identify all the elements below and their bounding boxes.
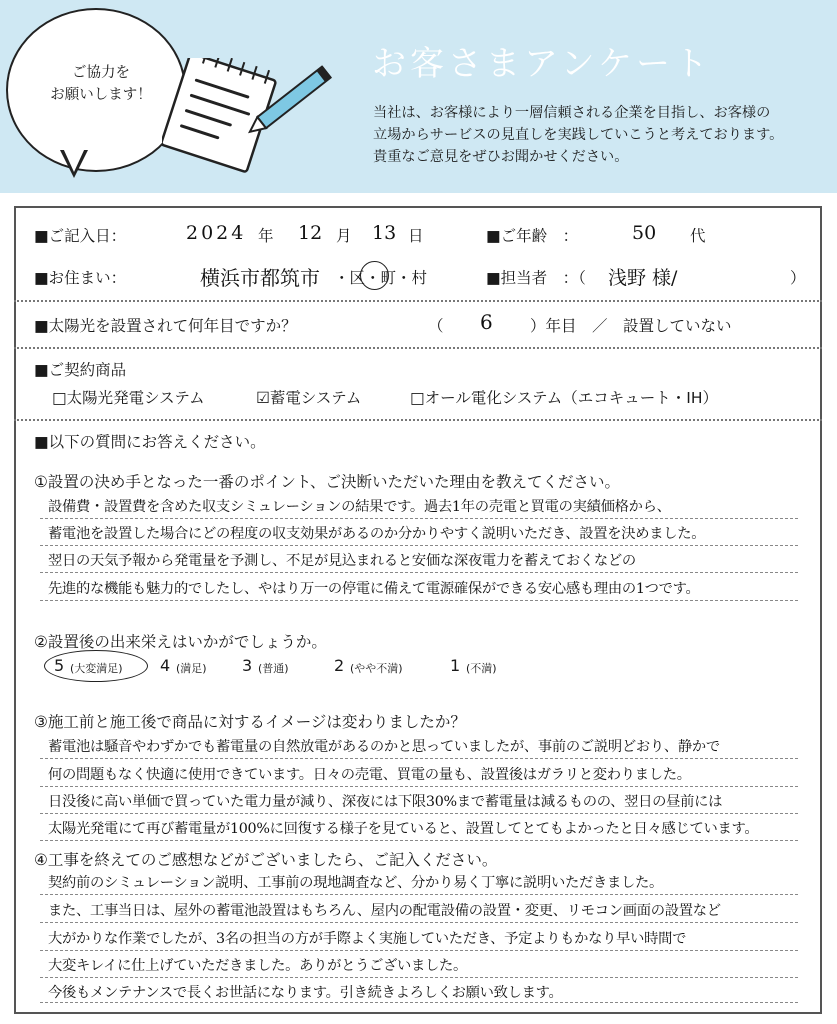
speech-bubble-text bbox=[36, 62, 166, 106]
rating-3-label: (普通) bbox=[258, 662, 289, 675]
divider bbox=[14, 300, 822, 302]
address-ward-circle bbox=[360, 261, 389, 290]
age-unit: 代 bbox=[690, 227, 706, 245]
rating-1-label: (不満) bbox=[466, 662, 497, 675]
rating-3-num: 3 bbox=[242, 656, 253, 675]
date-month-value: 12 bbox=[298, 222, 323, 244]
intro-line-1: 当社は、お客様により一層信頼される企業を目指し、お客様の bbox=[373, 105, 771, 121]
rating-4-num: 4 bbox=[160, 656, 171, 675]
years-suffix: ）年目 ／ 設置していない bbox=[530, 317, 732, 335]
answer-1-line: 設備費・設置費を含めた収支シミュレーションの結果です。過去1年の売電と買電の実績価格から、 bbox=[48, 499, 671, 515]
bubble-line-2: お願いします！ bbox=[50, 87, 152, 103]
divider bbox=[14, 347, 822, 349]
answer-1-line: 翌日の天気予報から発電量を予測し、不足が見込まれると安価な深夜電力を蓄えておくなどの bbox=[48, 553, 636, 569]
rating-2-num: 2 bbox=[334, 656, 345, 675]
years-question: ■太陽光を設置されて何年目ですか？ bbox=[34, 317, 297, 335]
years-value: 6 bbox=[480, 310, 493, 334]
notebook-pencil-icon bbox=[162, 58, 342, 178]
answer-4-line: 契約前のシミュレーション説明、工事前の現地調査など、分かり易く丁寧に説明いただきました。 bbox=[48, 875, 664, 891]
question-4: ④工事を終えてのご感想などがございましたら、ご記入ください。 bbox=[34, 851, 498, 869]
answer-3-line: 蓄電池は騒音やわずかでも蓄電量の自然放電があるのかと思っていましたが、事前のご説明どおり、静かで bbox=[48, 739, 720, 755]
date-day-unit: 日 bbox=[408, 227, 424, 245]
survey-intro bbox=[373, 102, 833, 168]
rating-1-num: 1 bbox=[450, 656, 461, 675]
address-value: 横浜市都筑市 bbox=[200, 266, 320, 290]
survey-header bbox=[0, 0, 837, 193]
date-year-unit: 年 bbox=[258, 227, 274, 245]
survey-title: お客さまアンケート bbox=[372, 44, 712, 84]
answer-1-line: 蓄電池を設置した場合にどの程度の収支効果があるのか分かりやすく説明いただき、設置を決めました。 bbox=[48, 526, 706, 542]
intro-line-2: 立場からサービスの見直しを実践していこうと考えております。 bbox=[373, 127, 784, 143]
question-3: ③施工前と施工後で商品に対するイメージは変わりましたか？ bbox=[34, 713, 466, 731]
question-1: ①設置の決め手となった一番のポイント、ご決断いただいた理由を教えてください。 bbox=[34, 473, 621, 491]
answer-4-line: 今後もメンテナンスで長くお世話になります。引き続きよろしくお願い致します。 bbox=[48, 985, 563, 1001]
product-solar: □太陽光発電システム bbox=[52, 389, 205, 407]
answer-1-line: 先進的な機能も魅力的でしたし、やはり万一の停電に備えて電源確保ができる安心感も理由の1つです。 bbox=[48, 581, 700, 597]
date-day-value: 13 bbox=[372, 222, 397, 244]
answer-3-line: 日没後に高い単価で買っていた電力量が減り、深夜には下限30%まで蓄電量は減るものの、翌日の昼前には bbox=[48, 794, 723, 810]
answer-4-line: また、工事当日は、屋外の蓄電池設置はもちろん、屋内の配電設備の設置・変更、リモコン画面の設置など bbox=[48, 903, 721, 919]
rating-5-num: 5 bbox=[54, 656, 65, 675]
intro-line-3: 貴重なご意見をぜひお聞かせください。 bbox=[373, 149, 629, 165]
rating-4-label: (満足) bbox=[176, 662, 207, 675]
date-year-value: 2024 bbox=[186, 222, 247, 244]
address-label: ■お住まい： bbox=[34, 269, 127, 287]
question-2: ②設置後の出来栄えはいかがでしょうか。 bbox=[34, 633, 327, 651]
questions-heading: ■以下の質問にお答えください。 bbox=[34, 433, 266, 451]
answer-3-line: 何の問題もなく快適に使用できています。日々の売電、買電の量も、設置後はガラリと変わりました。 bbox=[48, 767, 691, 783]
rating-5-label: (大変満足) bbox=[70, 662, 123, 675]
products-label: ■ご契約商品 bbox=[34, 361, 127, 379]
address-options: ・区・町・村 bbox=[334, 269, 428, 287]
bubble-line-1: ご協力を bbox=[72, 65, 130, 81]
divider bbox=[14, 419, 822, 421]
product-all-electric: □オール電化システム（エコキュート・IH） bbox=[410, 389, 719, 407]
staff-label: ■担当者 ：（ bbox=[486, 269, 586, 287]
staff-value: 浅野 様/ bbox=[608, 267, 678, 289]
date-month-unit: 月 bbox=[336, 227, 352, 245]
product-battery-checked: ☑蓄電システム bbox=[256, 389, 362, 407]
years-open: （ bbox=[428, 317, 444, 335]
answer-4-line: 大変キレイに仕上げていただきました。ありがとうございました。 bbox=[48, 958, 468, 974]
answer-4-line: 大がかりな作業でしたが、3名の担当の方が手際よく実施していただき、予定よりもかなり早い時間で bbox=[48, 931, 687, 947]
staff-close: ） bbox=[790, 269, 806, 287]
answer-3-line: 太陽光発電にて再び蓄電量が100%に回復する様子を見ていると、設置してとてもよかったと日々感じています。 bbox=[48, 821, 759, 837]
age-label: ■ご年齢 ： bbox=[486, 227, 579, 245]
date-label: ■ご記入日： bbox=[34, 227, 127, 245]
rating-2-label: (やや不満) bbox=[350, 662, 403, 675]
age-value: 50 bbox=[632, 222, 657, 244]
